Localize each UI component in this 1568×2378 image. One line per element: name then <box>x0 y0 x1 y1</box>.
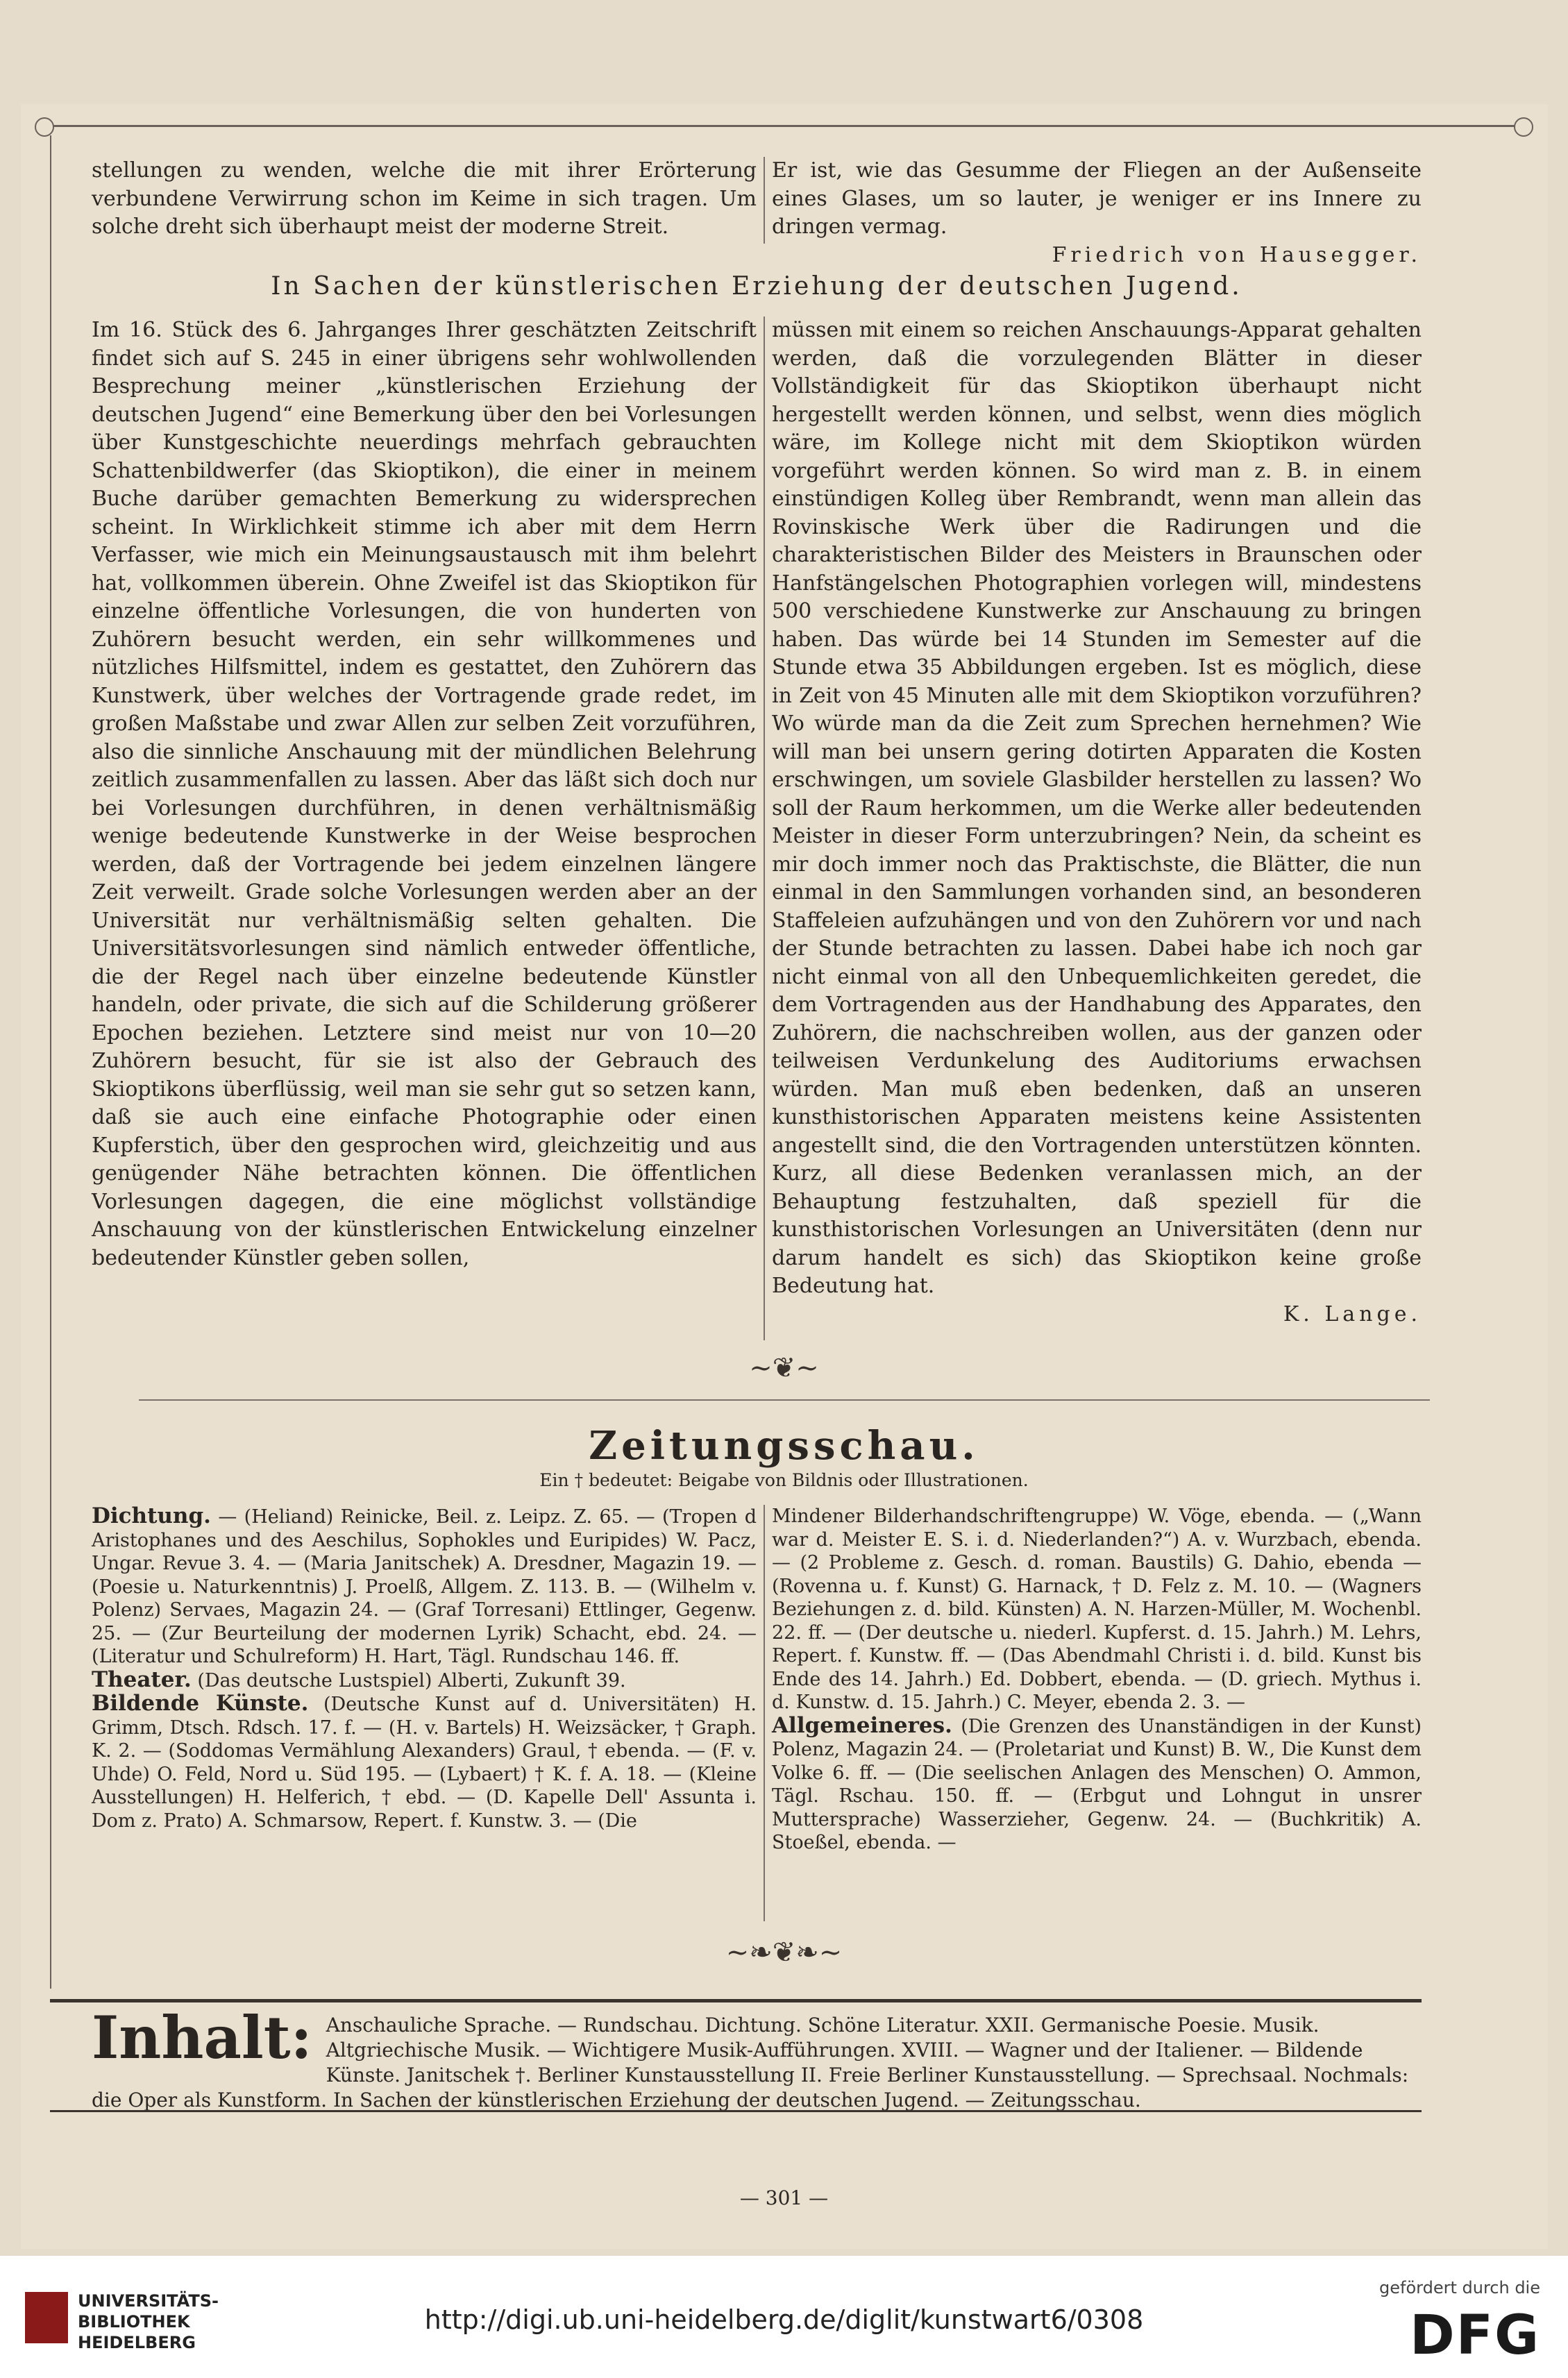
author-signature: Friedrich von Hausegger. <box>1052 242 1422 267</box>
category-label: Dichtung. <box>92 1503 211 1528</box>
article-title: In Sachen der künstlerischen Erziehung der deutschen Jugend. <box>271 272 1242 301</box>
corner-ornament-icon <box>1514 117 1533 137</box>
article-left-text: Im 16. Stück des 6. Jahrganges Ihrer geschätzten Zeitschrift findet sich auf S. 245 in einer übrigens sehr wohlwollenden Besprechung meiner „künstlerischen Erziehung der deutschen Jugend“ eine Bemerkung über den bei Vorlesungen über Kunstgeschichte neuerdings mehrfach gebrauchten Schattenbildwerfer (das Skioptikon), die einer in meinem Buche darüber gemachten Bemerkung zu widersprechen scheint. In Wirklichkeit stimme ich aber mit dem Herrn Verfasser, wie mich ein Meinungsaustausch mit ihm belehrt hat, vollkommen überein. Ohne Zweifel ist das Skioptikon für einzelne öffentliche Vorlesungen, die von hunderten von Zuhörern besucht werden, ein sehr willkommenes und nützliches Hilfsmittel, indem es gestattet, den Zuhörern das Kunstwerk, über welches der Vortragende grade redet, im großen Maßstabe und zwar Allen zur selben Zeit vorzuführen, also die sinnliche Anschauung mit der mündlichen Belehrung zeitlich zusammenfallen zu lassen. Aber das läßt sich doch nur bei Vorlesungen durchführen, in denen verhältnismäßig wenige bedeutende Kunstwerke in der Weise besprochen werden, daß der Vortragende bei jedem einzelnen längere Zeit verweilt. Grade solche Vorlesungen werden aber an der Universität nur verhältnismäßig selten gehalten. Die Universitätsvorlesungen sind nämlich entweder öffentliche, die der Regel nach über einzelne bedeutende Künstler handeln, oder private, die sich auf die Schilderung größerer Epochen beziehen. Letztere sind meist nur von 10—20 Zuhörern besucht, für sie ist also der Gebrauch des Skioptikons überflüssig, weil man sie sehr gut so setzen kann, daß sie auch eine einfache Photographie oder einen Kupferstich, über den gesprochen wird, gleichzeitig und aus genügender Nähe betrachten können. Die öffentlichen Vorlesungen dagegen, die eine möglichst vollständige Anschauung von der künstlerischen Entwickelung einzelner bedeutender Künstler geben sollen, <box>92 318 757 1270</box>
zeitungsschau-entry: Theater. (Das deutsche Lustspiel) Alberti, Zukunft 39. <box>92 1667 626 1692</box>
article-right-text: müssen mit einem so reichen Anschauungs-Apparat gehalten werden, daß die vorzulegenden Blätter in dieser Vollständigkeit für das Skioptikon überhaupt nicht hergestellt werden können, und selbst, wenn dies möglich wäre, im Kollege nicht mit dem Skioptikon würden vorgeführt werden können. So wird man z. B. in einem einstündigen Kolleg über Rembrandt, wenn man allein das Rovinskische Werk über die Radirungen und die charakteristischen Bilder des Meisters in Braunschen oder Hanfstängelschen Photographien vorlegen will, mindestens 500 verschiedene Kunstwerke zur Anschauung zu bringen haben. Das würde bei 14 Stunden im Semester auf die Stunde etwa 35 Abbildungen ergeben. Ist es möglich, diese in Zeit von 45 Minuten alle mit dem Skioptikon vorzuführen? Wo würde man da die Zeit zum Sprechen hernehmen? Wie will man bei unsern gering dotirten Apparaten die Kosten erschwingen, um soviele Glasbilder herstellen zu lassen? Wo soll der Raum herkommen, um die Werke aller bedeutenden Meister in dieser Form unterzubringen? Nein, da scheint es mir doch immer noch das Praktischste, die Blätter, die nun einmal in den Sammlungen vorhanden sind, an besonderen Staffeleien aufzuhängen und von den Zuhörern vor und nach der Stunde betrachten zu lassen. Dabei habe ich noch gar nicht einmal von all den Unbequemlichkeiten geredet, die dem Vortragenden aus der Handhabung des Apparates, den Zuhörern, die nachschreiben wollen, aus der ganzen oder teilweisen Verdunkelung des Auditoriums erwachsen würden. Man muß eben bedenken, daß an unseren kunsthistorischen Apparaten meistens keine Assistenten angestellt sind, die den Vortragenden unterstützen könnten. Kurz, all diese Bedenken veranlassen mich, an der Behauptung festzuhalten, daß speziell für die kunsthistorischen Vorlesungen an Universitäten (denn nur darum handelt es sich) das Skioptikon keine große Bedeutung hat. <box>772 318 1422 1298</box>
sponsor-label: gefördert durch die <box>1379 2278 1540 2297</box>
continuation-right-column <box>772 157 1422 269</box>
page-number: — 301 — <box>739 2186 829 2209</box>
zeitungsschau-right-column <box>772 1505 1422 1855</box>
left-border-rule <box>50 135 51 1989</box>
digitization-footer <box>0 2256 1568 2378</box>
article-left-column <box>92 317 757 1272</box>
vignette-ornament-icon: ~❦~ <box>749 1352 819 1384</box>
vignette-ornament-icon: ~❧❦❧~ <box>725 1937 843 1968</box>
continuation-right-text: Er ist, wie das Gesumme der Fliegen an der Außenseite eines Glases, um so lauter, je weniger er ins Innere zu dringen vermag. <box>772 158 1422 239</box>
zeitungsschau-subtitle: Ein † bedeutet: Beigabe von Bildnis oder Illustrationen. <box>539 1470 1029 1490</box>
column-divider <box>764 1505 765 1921</box>
inhalt-label: Inhalt: <box>92 2003 312 2072</box>
zeitungsschau-left-column <box>92 1505 757 1832</box>
category-label: Theater. <box>92 1667 192 1692</box>
column-divider <box>764 317 765 1340</box>
category-label: Allgemeineres. <box>772 1712 952 1738</box>
zeitungsschau-entry: Mindener Bilderhandschriftengruppe) W. Vöge, ebenda. — („Wann war d. Meister E. S. i. d. Niederlanden?“) A. v. Wurzbach, ebenda. — (2 Probleme z. Gesch. d. roman. Baustils) G. Dahio, ebenda — (Rovenna u. f. Kunst) G. Harnack, † D. Felz z. M. 10. — (Wagners Beziehungen z. d. bild. Künsten) A. N. Harzen-Müller, M. Wochenbl. 22. ff. — (Der deutsche u. niederl. Kupferst. d. 15. Jahrh.) M. Lehrs, Repert. f. Kunstw. ff. — (Das Abendmahl Christi i. d. bild. Kunst bis Ende des 14. Jahrh.) Ed. Dobbert, ebenda. — (D. griech. Mythus i. d. Kunstw. d. 15. Jahrh.) C. Meyer, ebenda 2. 3. — <box>772 1506 1422 1713</box>
zeitungsschau-entry: Allgemeineres. (Die Grenzen des Unanständigen in der Kunst) Polenz, Magazin 24. — (Proletariat und Kunst) B. W., Die Kunst dem Volke 6. ff. — (Die seelischen Anlagen des Menschen) O. Ammon, Tägl. Rschau. 150. ff. — (Erbgut und Lohngut in unsrer Muttersprache) Wasserzieher, Gegenw. 24. — (Buchkritik) A. Stoeßel, ebenda. — <box>772 1712 1422 1853</box>
inhalt-text: Anschauliche Sprache. — Rundschau. Dichtung. Schöne Literatur. XXII. Germanische Poesie. Musik. Altgriechische Musik. — Wichtigere Musik-Aufführungen. XVIII. — Wagner und der Italiener. — Bildende Künste. Janitschek †. Berliner Kunstausstellung II. Freie Berliner Kunstausstellung. — Sprechsaal. Nochmals: die Oper als Kunstform. In Sachen der künstlerischen Erziehung der deutschen Jugend. — Zeitungsschau. <box>92 2014 1409 2111</box>
continuation-left-column <box>92 157 757 242</box>
corner-ornament-icon <box>35 117 54 137</box>
inhalt-top-rule <box>50 1999 1422 2002</box>
zeitungsschau-entry: Bildende Künste. (Deutsche Kunst auf d. Universitäten) H. Grimm, Dtsch. Rdsch. 17. f. — (H. v. Bartels) H. Weizsäcker, † Graph. K. 2. — (Soddomas Vermählung Alexanders) Graul, † ebenda. — (F. v. Uhde) O. Feld, Nord u. Süd 195. — (Lybaert) † K. f. A. 18. — (Kleine Ausstellungen) H. Helferich, † ebd. — (D. Kapelle Dell' Assunta i. Dom z. Prato) A. Schmarsow, Repert. f. Kunstw. 3. — (Die <box>92 1691 757 1832</box>
column-divider <box>764 157 765 244</box>
article-right-column <box>772 317 1422 1329</box>
library-name: UNIVERSITÄTS- BIBLIOTHEK HEIDELBERG <box>78 2291 219 2352</box>
source-url-link[interactable]: http://digi.ub.uni-heidelberg.de/diglit/kunstwart6/0308 <box>424 2304 1144 2335</box>
continuation-left-text: stellungen zu wenden, welche die mit ihrer Erörterung verbundene Verwirrung schon im Keime in sich tragen. Um solche dreht sich überhaupt meist der moderne Streit. <box>92 158 757 239</box>
article-signature: K. Lange. <box>1283 1301 1422 1326</box>
dfg-logo: DFG <box>1409 2304 1540 2367</box>
top-border-rule <box>42 125 1526 127</box>
zeitungsschau-entry: Dichtung. — (Heliand) Reinicke, Beil. z. Leipz. Z. 65. — (Tropen d Aristophanes und des Aeschilus, Sophokles und Euripides) W. Pacz, Ungar. Revue 3. 4. — (Maria Janitschek) A. Dresdner, Magazin 19. — (Poesie u. Naturkenntnis) J. Proelß, Allgem. Z. 113. B. — (Wilhelm v. Polenz) Servaes, Magazin 24. — (Graf Torresani) Ettlinger, Gegenw. 25. — (Zur Beurteilung der modernen Lyrik) Schacht, ebd. 24. — (Literatur und Schulreform) H. Hart, Tägl. Rundschau 146. ff. <box>92 1503 757 1667</box>
inhalt-bottom-rule <box>50 2110 1422 2112</box>
section-rule <box>139 1399 1430 1401</box>
table-of-contents <box>92 2003 1422 2113</box>
category-label: Bildende Künste. <box>92 1691 309 1716</box>
zeitungsschau-title: Zeitungsschau. <box>589 1423 979 1469</box>
